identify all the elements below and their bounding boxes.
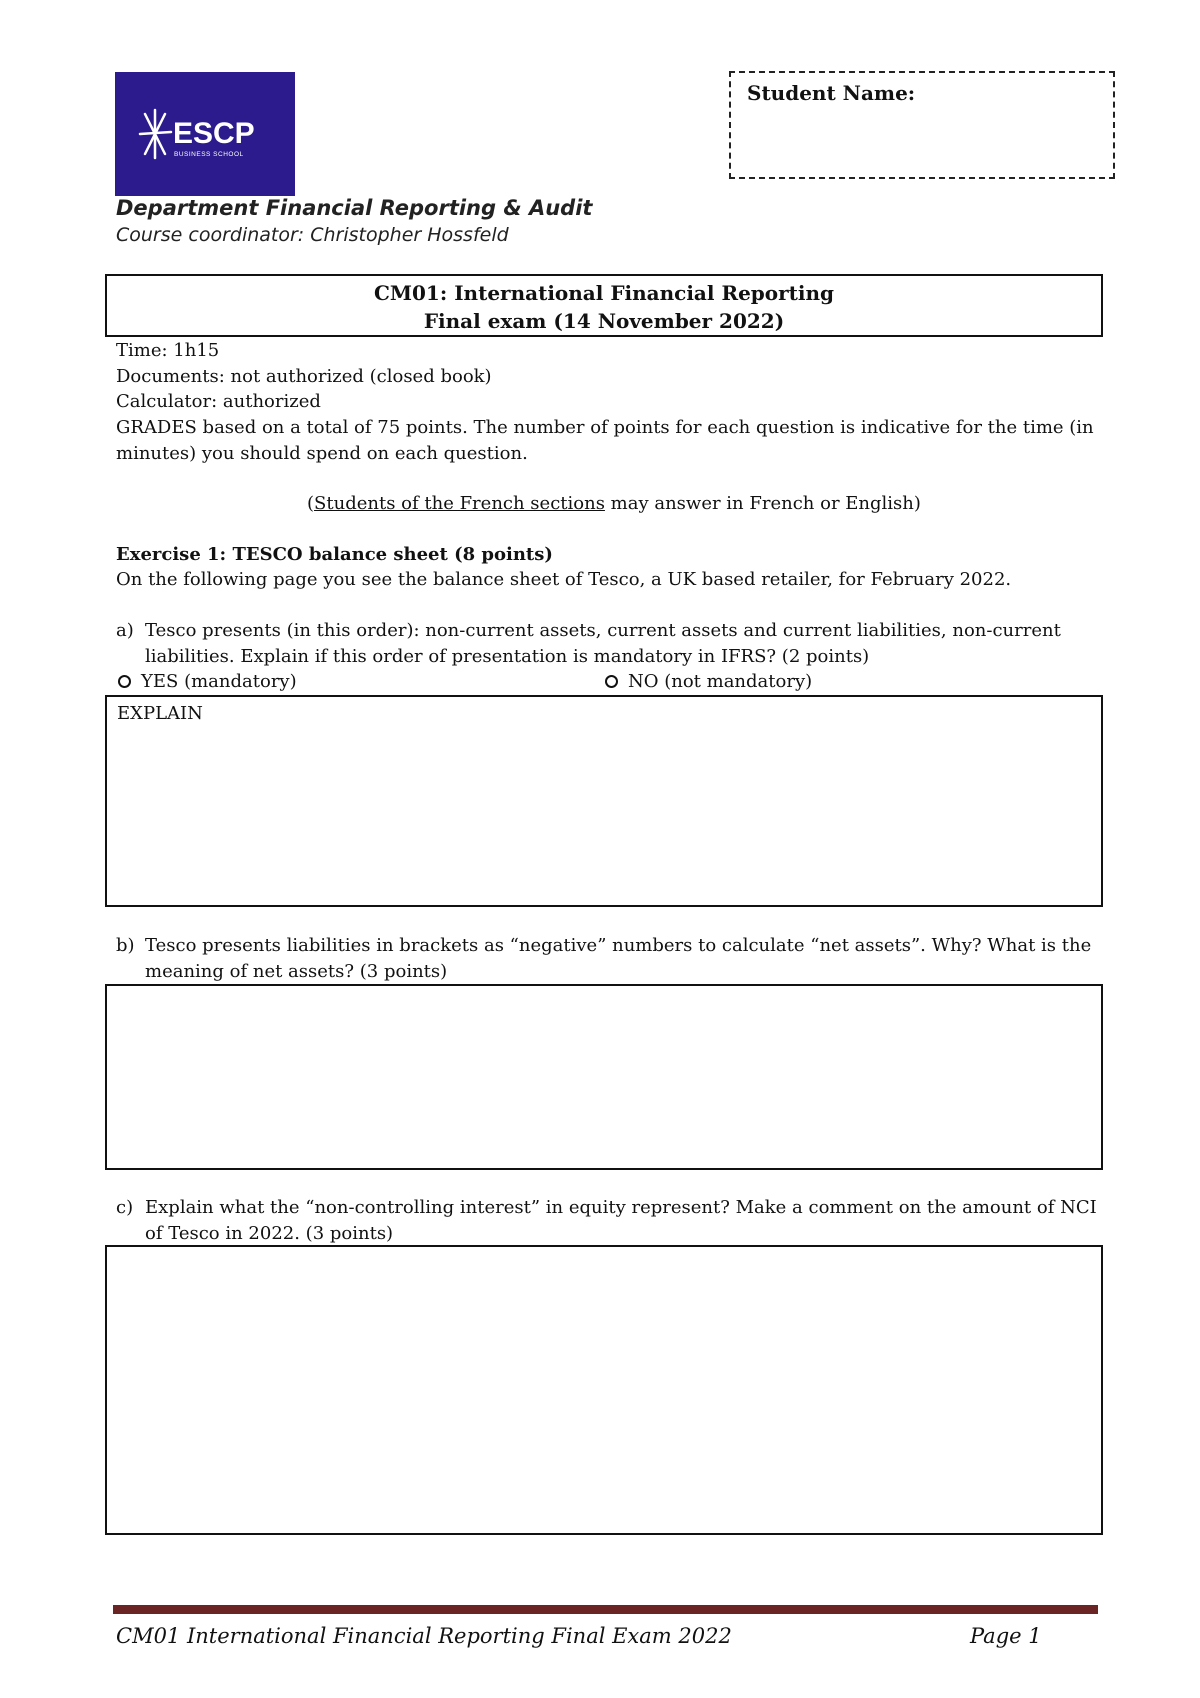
exercise1-heading: Exercise 1: TESCO balance sheet (8 points) — [116, 544, 553, 565]
radio-circle-icon[interactable] — [118, 675, 131, 688]
explain-label: EXPLAIN — [117, 703, 203, 724]
exam-calculator: Calculator: authorized — [116, 391, 321, 412]
question-c-label: c) — [116, 1197, 134, 1218]
course-coordinator: Course coordinator: Christopher Hossfeld — [116, 224, 509, 246]
escp-logo-mark — [115, 72, 295, 196]
question-a-text-line1: Tesco presents (in this order): non-current assets, current assets and current liabilities, non-current — [145, 620, 1061, 641]
question-c-text-line1: Explain what the “non-controlling interest” in equity represent? Make a comment on the amount of NCI — [145, 1197, 1097, 1218]
exam-date: Final exam (14 November 2022) — [423, 309, 785, 333]
logo-subtext: BUSINESS SCHOOL — [174, 151, 244, 158]
option-no[interactable]: NO (not mandatory) — [605, 669, 812, 695]
french-sections-link: Students of the French sections — [314, 493, 605, 514]
footer-divider — [113, 1605, 1098, 1614]
escp-logo — [115, 72, 295, 196]
exam-title: CM01: International Financial Reporting — [373, 281, 835, 305]
answer-box-c[interactable] — [105, 1245, 1103, 1535]
radio-circle-icon[interactable] — [605, 675, 618, 688]
student-name-field[interactable] — [729, 71, 1115, 179]
page-number: Page 1 — [970, 1624, 1042, 1648]
answer-box-a[interactable] — [105, 695, 1103, 907]
exercise1-intro: On the following page you see the balance sheet of Tesco, a UK based retailer, for February 2022. — [116, 569, 1012, 590]
answer-box-b[interactable] — [105, 984, 1103, 1170]
question-c-text-line2: of Tesco in 2022. (3 points) — [145, 1223, 394, 1244]
french-sections-note: (Students of the French sections may answer in French or English) — [307, 493, 921, 514]
exam-documents: Documents: not authorized (closed book) — [116, 366, 492, 387]
option-yes[interactable]: YES (mandatory) — [118, 669, 297, 695]
footer-title: CM01 International Financial Reporting Final Exam 2022 — [116, 1624, 732, 1648]
question-b-label: b) — [116, 935, 135, 956]
grades-text-line2: minutes) you should spend on each question. — [116, 443, 528, 464]
question-a-label: a) — [116, 620, 134, 641]
department-heading: Department Financial Reporting & Audit — [116, 196, 593, 220]
question-b-text-line1: Tesco presents liabilities in brackets as “negative” numbers to calculate “net assets”. Why? What is the — [145, 935, 1092, 956]
question-a-text-line2: liabilities. Explain if this order of presentation is mandatory in IFRS? (2 points) — [145, 646, 870, 667]
exam-title-box — [105, 274, 1103, 337]
student-name-label: Student Name: — [747, 81, 916, 105]
question-b-text-line2: meaning of net assets? (3 points) — [145, 961, 448, 982]
grades-text-line1: GRADES based on a total of 75 points. The number of points for each question is indicative for the time (in — [116, 417, 1094, 438]
exam-time: Time: 1h15 — [116, 340, 220, 361]
logo-text: ESCP — [173, 117, 255, 150]
